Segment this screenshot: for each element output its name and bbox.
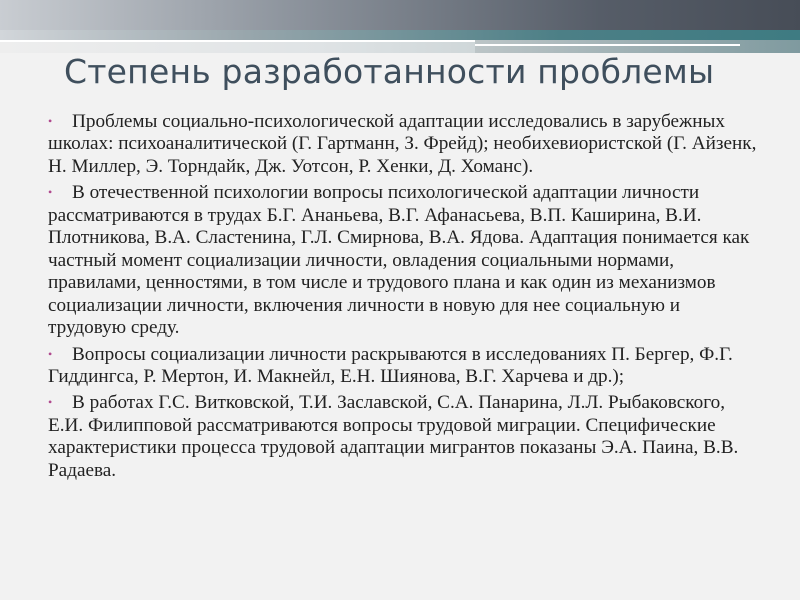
list-item [48, 344, 760, 389]
header-white-line-right [475, 44, 740, 46]
slide-title: Степень разработанности проблемы [64, 52, 715, 91]
list-item-text: Проблемы социально-психологической адаптации исследовались в зарубежных школах: психоаналитической (Г. Гартманн, З. Фрейд); необихевиористской (Г. Айзенк, Н. Миллер, Э. Торндайк, Дж. Уотсон, Р. Хенки, Д. Хоманс). [48, 111, 757, 177]
bullet-icon: • [48, 395, 53, 410]
list-item-text: В отечественной психологии вопросы психологической адаптации личности рассматриваются в трудах Б.Г. Ананьева, В.Г. Афанасьева, В.П. Каширина, В.И. Плотникова, В.А. Сластенина, Г.Л. Смирнова, В.А. Ядова. Адаптация понимается как частный момент социализации личности, овладения социальными нормами, правилами, ценностями, в том числе и трудового плана и как один из механизмов социализации личности, включения личности в новую для нее социальную и трудовую среду. [48, 182, 750, 339]
header-white-line-left [0, 40, 475, 42]
list-item [48, 392, 760, 482]
bullet-icon: • [48, 346, 53, 361]
list-item-text: В работах Г.С. Витковской, Т.И. Заславской, С.А. Панарина, Л.Л. Рыбаковского, Е.И. Филипповой рассматриваются вопросы трудовой миграции. Специфические характеристики процесса трудовой адаптации мигрантов показаны Э.А. Паина, В.В. Радаева. [48, 392, 739, 481]
bullet-icon: • [48, 185, 53, 200]
header-band-teal [0, 30, 800, 40]
header-band-dark [0, 0, 800, 30]
list-item [48, 182, 760, 339]
bullet-list [48, 111, 760, 486]
list-item [48, 111, 760, 178]
bullet-icon: • [48, 114, 53, 128]
list-item-text: Вопросы социализации личности раскрываются в исследованиях П. Бергер, Ф.Г. Гиддингса, Р. Мертон, И. Макнейл, Е.Н. Шиянова, В.Г. Харчева и др.); [48, 343, 733, 387]
